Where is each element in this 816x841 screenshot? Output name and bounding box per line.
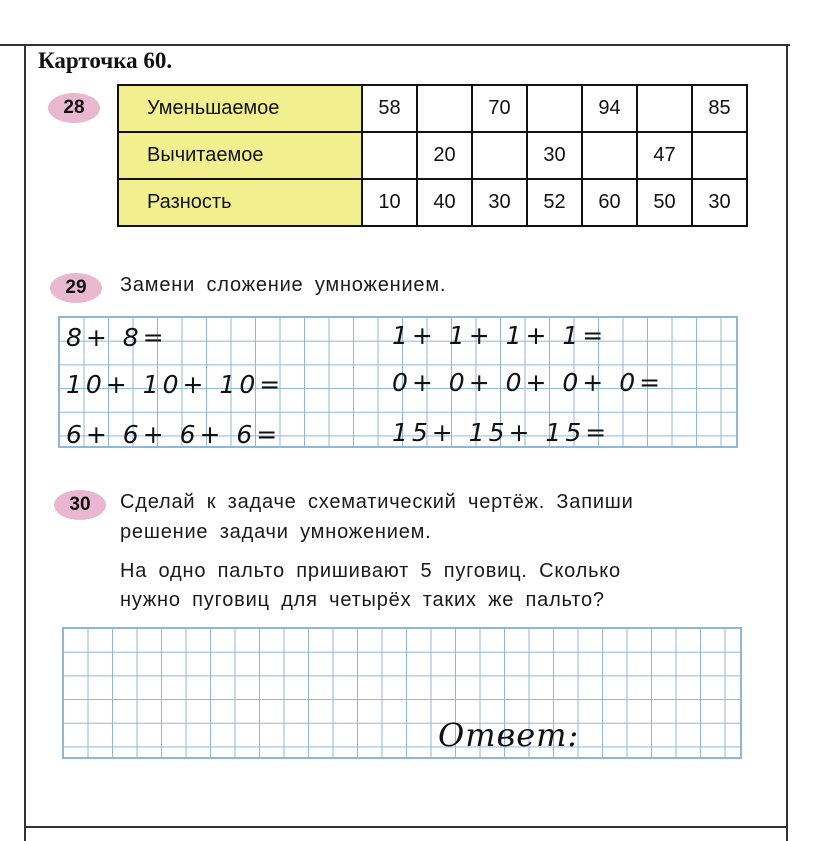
table-cell[interactable]: 50 [637, 179, 692, 226]
table-row [118, 132, 747, 179]
table-cell[interactable]: 94 [582, 85, 637, 132]
table-cell[interactable]: 30 [692, 179, 747, 226]
task-30-problem-line1: На одно пальто пришивают 5 пуговиц. Сколько [120, 560, 621, 582]
frame-bottom-border [24, 826, 786, 828]
table-cell[interactable] [582, 132, 637, 179]
frame-left-border [24, 44, 26, 841]
table-cell[interactable]: 40 [417, 179, 472, 226]
table-cell[interactable] [527, 85, 582, 132]
table-cell[interactable] [692, 132, 747, 179]
table-row [118, 179, 747, 226]
frame-top-border [0, 44, 790, 46]
table-cell[interactable]: 30 [527, 132, 582, 179]
table-cell[interactable] [637, 85, 692, 132]
task-29-instruction: Замени сложение умножением. [120, 274, 447, 296]
task-30-grid[interactable] [62, 627, 742, 759]
table-row [118, 85, 747, 132]
expression-right-1: 1+ 1+ 1+ 1= [392, 321, 608, 350]
table-cell[interactable]: 52 [527, 179, 582, 226]
frame-right-border [786, 44, 788, 841]
row-label-difference: Разность [118, 179, 362, 226]
expression-right-2: 0+ 0+ 0+ 0+ 0= [392, 368, 665, 397]
table-cell[interactable]: 47 [637, 132, 692, 179]
card-title: Карточка 60. [38, 48, 173, 73]
row-label-subtrahend: Вычитаемое [118, 132, 362, 179]
table-cell[interactable]: 30 [472, 179, 527, 226]
table-cell[interactable] [417, 85, 472, 132]
subtraction-table [117, 84, 748, 227]
table-cell[interactable]: 70 [472, 85, 527, 132]
table-cell[interactable]: 20 [417, 132, 472, 179]
table-cell[interactable]: 58 [362, 85, 417, 132]
task-30-problem-line2: нужно пуговиц для четырёх таких же пальто? [120, 589, 605, 611]
expression-left-2: 10+ 10+ 10= [66, 370, 285, 399]
answer-label: Ответ: [438, 716, 580, 754]
task-30-badge: 30 [54, 490, 106, 520]
task-28-badge: 28 [48, 93, 100, 123]
table-cell[interactable] [472, 132, 527, 179]
table-cell[interactable] [362, 132, 417, 179]
task-30-instruction-line2: решение задачи умножением. [120, 521, 432, 543]
task-29-badge: 29 [50, 273, 102, 303]
expression-left-3: 6+ 6+ 6+ 6= [66, 420, 282, 449]
table-cell[interactable]: 85 [692, 85, 747, 132]
row-label-minuend: Уменьшаемое [118, 85, 362, 132]
table-cell[interactable]: 10 [362, 179, 417, 226]
expression-left-1: 8+ 8= [66, 323, 168, 352]
expression-right-3: 15+ 15+ 15= [392, 418, 611, 447]
table-cell[interactable]: 60 [582, 179, 637, 226]
task-30-instruction-line1: Сделай к задаче схематический чертёж. Запиши [120, 491, 634, 513]
